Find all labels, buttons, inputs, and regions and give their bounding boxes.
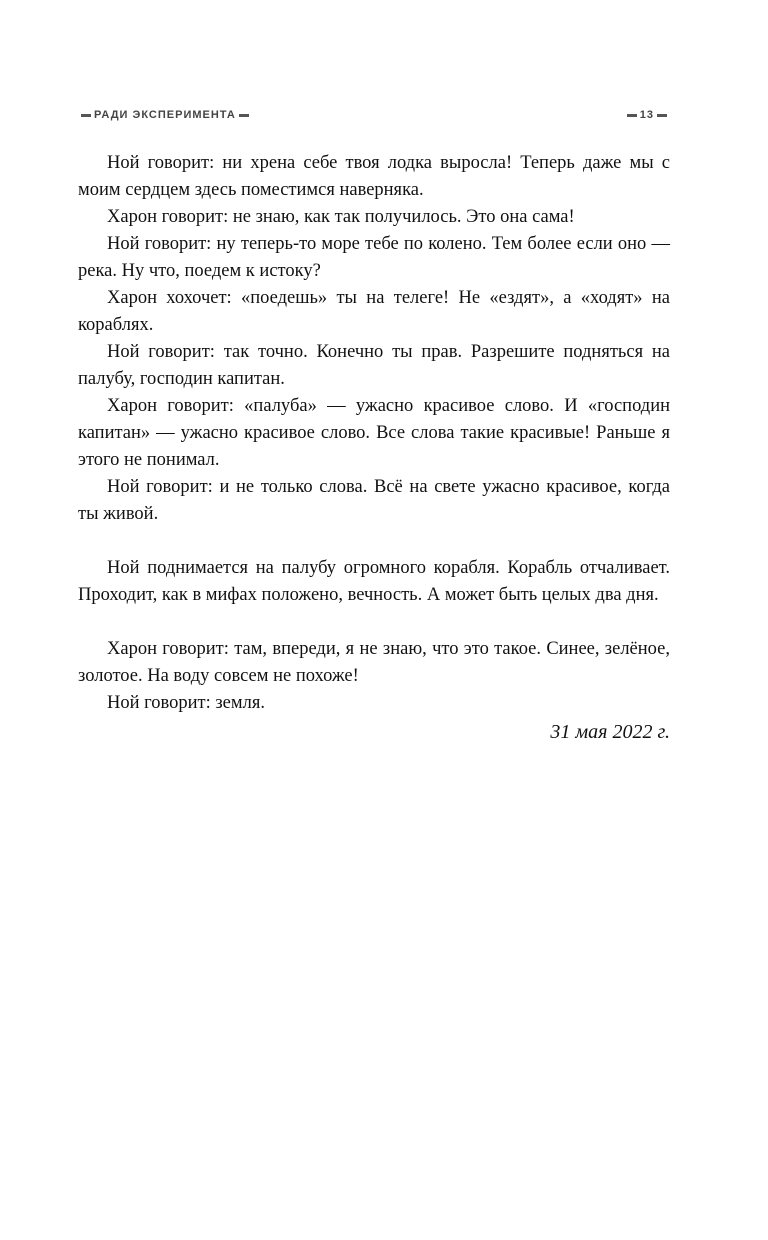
paragraph: Ной говорит: так точно. Конечно ты прав. Разрешите подняться на палубу, господин капитан. [78, 342, 670, 389]
paragraph: Харон говорит: «палуба» — ужасно красивое слово. И «господин капитан» — ужасно красивое слово. Все слова такие красивые! Раньше я этого не понимал. [78, 396, 670, 470]
date-line: 31 мая 2022 г. [550, 721, 670, 743]
header-ornament-dash [239, 114, 249, 117]
body-text [78, 150, 670, 746]
paragraph: Харон говорит: там, впереди, я не знаю, что это такое. Синее, зелёное, золотое. На воду совсем не похоже! [78, 639, 670, 686]
running-header [78, 106, 670, 126]
paragraph: Ной поднимается на палубу огромного корабля. Корабль отчаливает. Проходит, как в мифах положено, вечность. А может быть целых два дня. [78, 558, 670, 605]
header-ornament-dash [657, 114, 667, 117]
running-title-text: РАДИ ЭКСПЕРИМЕНТА [94, 109, 236, 121]
header-ornament-dash [81, 114, 91, 117]
paragraph: Ной говорит: и не только слова. Всё на свете ужасно красивое, когда ты живой. [78, 477, 670, 524]
header-ornament-dash [627, 114, 637, 117]
running-title [78, 109, 252, 121]
page-number [624, 109, 670, 121]
paragraph: Харон хохочет: «поедешь» ты на телеге! Не «ездят», а «ходят» на кораблях. [78, 288, 670, 335]
paragraph: Ной говорит: земля. [107, 693, 265, 713]
page-number-text: 13 [639, 109, 654, 121]
paragraph: Ной говорит: ни хрена себе твоя лодка выросла! Теперь даже мы с моим сердцем здесь поместимся наверняка. [78, 153, 670, 200]
paragraph: Харон говорит: не знаю, как так получилось. Это она сама! [107, 207, 575, 227]
paragraph: Ной говорит: ну теперь-то море тебе по колено. Тем более если оно — река. Ну что, поедем к истоку? [78, 234, 670, 281]
